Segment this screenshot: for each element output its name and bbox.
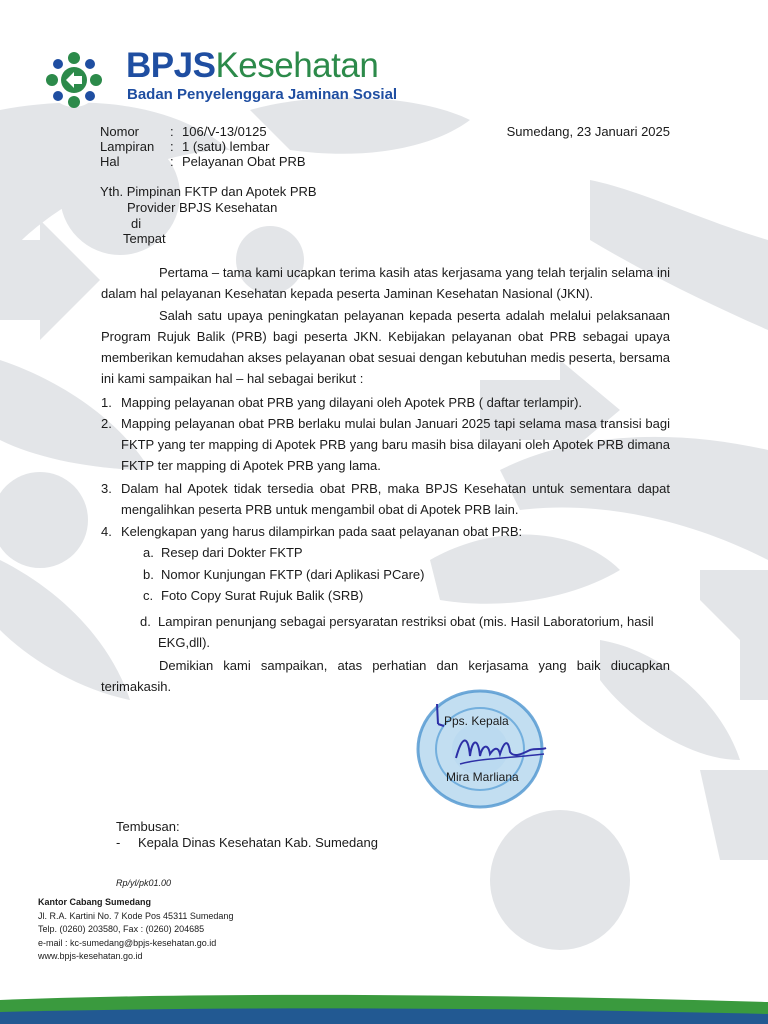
office-phone: Telp. (0260) 203580, Fax : (0260) 204685: [38, 924, 205, 935]
meta-separator: :: [170, 124, 174, 139]
meta-separator: :: [170, 139, 174, 154]
recipient-line-3: di: [131, 216, 142, 231]
list-item: [101, 521, 670, 542]
paragraph-opening: Pertama – tama kami ucapkan terima kasih atas kerjasama yang telah terjalin selama ini dalam hal pelayanan Kesehatan kepada peserta Jaminan Kesehatan Nasional (JKN).: [101, 265, 670, 301]
sub-list-item-text: Nomor Kunjungan FKTP (dari Aplikasi PCare): [161, 567, 425, 582]
list-item: [101, 392, 670, 413]
brand-tagline: Badan Penyelenggara Jaminan Sosial: [127, 86, 398, 103]
meta-row-hal: [100, 154, 400, 169]
recipient-line-4: Tempat: [123, 231, 166, 246]
cc-dash: -: [116, 835, 121, 850]
office-website: www.bpjs-kesehatan.go.id: [38, 951, 143, 962]
nomor-label: Nomor: [100, 124, 140, 139]
nomor-value: 106/V-13/0125: [182, 124, 267, 139]
brand-name: [126, 44, 378, 88]
sub-list-item: [140, 611, 670, 653]
brand-kesehatan: Kesehatan: [215, 46, 379, 85]
meta-separator: :: [170, 154, 174, 169]
list-item-number: 4.: [101, 524, 112, 539]
cc-label: Tembusan:: [116, 819, 180, 834]
sub-list-item-letter: c.: [143, 588, 154, 603]
list-item-text: Kelengkapan yang harus dilampirkan pada saat pelayanan obat PRB:: [121, 524, 523, 539]
office-email: e-mail : kc-sumedang@bpjs-kesehatan.go.id: [38, 937, 217, 948]
reference-code: Rp/yl/pk01.00: [116, 878, 172, 888]
office-address-block: [38, 896, 233, 964]
meta-row-lampiran: [100, 139, 400, 154]
sub-list-item-letter: a.: [143, 545, 154, 560]
hal-value: Pelayanan Obat PRB: [182, 154, 306, 169]
office-address: Jl. R.A. Kartini No. 7 Kode Pos 45311 Sumedang: [38, 910, 234, 921]
list-item-number: 2.: [101, 416, 112, 431]
sub-list-item-text: Lampiran penunjang sebagai persyaratan restriksi obat (mis. Hasil Laboratorium, hasil EKG,dll).: [158, 614, 654, 650]
sub-list-item-letter: b.: [143, 567, 154, 582]
bpjs-logo-icon: [46, 52, 102, 108]
paragraph-prb-policy: Salah satu upaya peningkatan pelayanan kepada peserta adalah melalui pelaksanaan Program Rujuk Balik (PRB) bagi peserta JKN. Kebijakan pelayanan obat PRB sebagai upaya memberikan kemudahan akses pelayanan obat sesuai dengan kebutuhan medis peserta, bersama ini kami sampaikan hal – hal sebagai berikut :: [101, 308, 670, 386]
handwritten-signature-icon: [452, 728, 548, 772]
letter-date: Sumedang, 23 Januari 2025: [506, 124, 670, 139]
footer-color-bar: [0, 992, 768, 1024]
sub-list-item: [143, 585, 670, 606]
list-item-number: 1.: [101, 395, 112, 410]
cc-item: Kepala Dinas Kesehatan Kab. Sumedang: [138, 835, 378, 850]
list-item: [101, 478, 670, 520]
paragraph-closing: Demikian kami sampaikan, atas perhatian dan kerjasama yang baik diucapkan terimakasih.: [101, 658, 670, 694]
letter-meta: [100, 124, 400, 172]
signatory-title: Pps. Kepala: [444, 714, 509, 728]
list-item-text: Mapping pelayanan obat PRB berlaku mulai bulan Januari 2025 tapi selama masa transisi bagi FKTP yang ter mapping di Apotek PRB yang baru masih bisa dilayani oleh Apotek PRB dimana FKTP ter mapping di Apotek PRB yang lama.: [121, 416, 670, 473]
recipient-line-2: Provider BPJS Kesehatan: [127, 200, 278, 215]
signatory-name: Mira Marliana: [446, 770, 519, 784]
sub-list-item-text: Resep dari Dokter FKTP: [161, 545, 303, 560]
meta-row-nomor: [100, 124, 400, 139]
list-item: [101, 413, 670, 476]
list-item-text: Mapping pelayanan obat PRB yang dilayani oleh Apotek PRB ( daftar terlampir).: [121, 395, 583, 410]
hal-label: Hal: [100, 154, 120, 169]
brand-bpjs: BPJS: [126, 46, 216, 85]
lampiran-value: 1 (satu) lembar: [182, 139, 270, 154]
recipient-line-1: Yth. Pimpinan FKTP dan Apotek PRB: [100, 184, 317, 199]
sub-list-item-letter: d.: [140, 614, 151, 629]
list-item-text: Dalam hal Apotek tidak tersedia obat PRB, maka BPJS Kesehatan untuk sementara dapat mengalihkan peserta PRB untuk mengambil obat di Apotek PRB lain.: [121, 481, 670, 517]
sub-list-item: [143, 542, 670, 563]
sub-list-item-text: Foto Copy Surat Rujuk Balik (SRB): [161, 588, 364, 603]
lampiran-label: Lampiran: [100, 139, 155, 154]
sub-list-item: [143, 564, 670, 585]
office-name: Kantor Cabang Sumedang: [38, 897, 152, 907]
list-item-number: 3.: [101, 481, 112, 496]
